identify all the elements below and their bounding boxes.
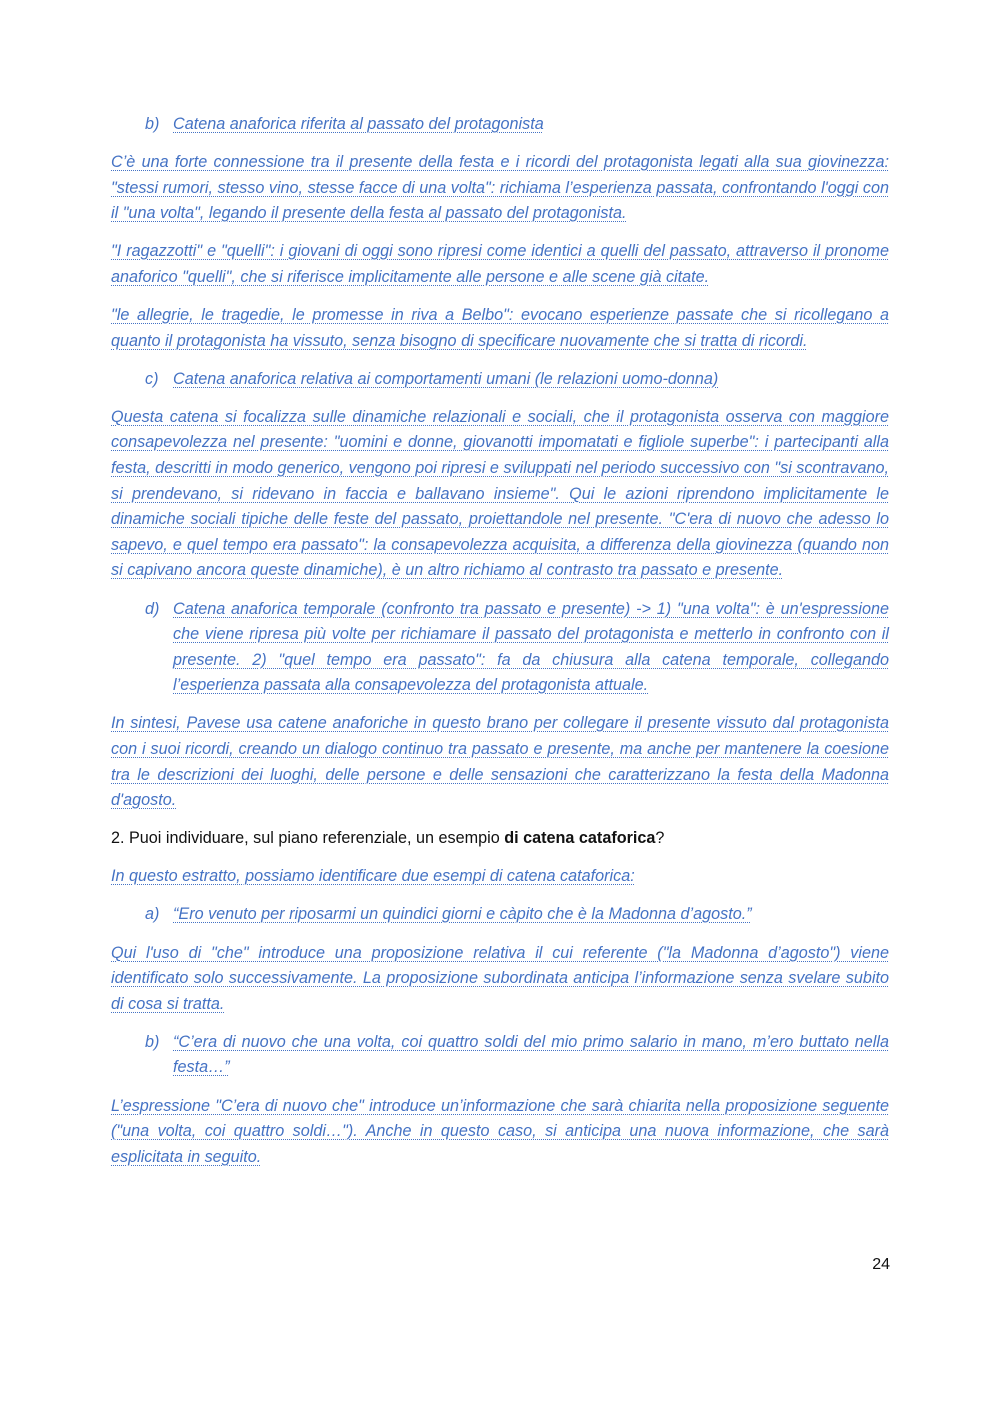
- paragraph-text: "le allegrie, le tragedie, le promesse in riva a Belbo": evocano esperienze passate che si ricollegano a quanto il protagonista ha vissuto, senza bisogno di specificare nuovamente che si tratta di ricordi.: [111, 306, 889, 350]
- paragraph-text: Questa catena si focalizza sulle dinamiche relazionali e sociali, che il protagonista osserva con maggiore consapevolezza nel presente: "uomini e donne, giovanotti impomatati e figliole superbe": i partecipanti alla festa, descritti in modo generico, vengono poi ripresi e sviluppati nel periodo successivo con "si scontravano, si prendevano, si ridevano in faccia e ballavano insieme". Qui le azioni riprendono implicitamente le dinamiche sociali tipiche delle feste del passato, proiettandole nel presente. "C'era di nuovo che adesso lo sapevo, e quel tempo era passato": la consapevolezza acquisita, a differenza della giovinezza (quando non si capivano ancora queste dinamiche), è un altro richiamo al contrasto tra passato e presente.: [111, 407, 889, 580]
- paragraph-cera-di-nuovo: [111, 1094, 889, 1171]
- paragraph-text: In questo estratto, possiamo identificare due esempi di catena cataforica:: [111, 867, 635, 886]
- question-heading: [111, 826, 889, 852]
- paragraph-text: L’espressione "C’era di nuovo che" introduce un’informazione che sarà chiarita nella proposizione seguente ("una volta, coi quattro soldi…"). Anche in questo caso, si anticipa una nuova informazione, che sarà esplicitata in seguito.: [111, 1096, 889, 1166]
- list-item-a-quote: [111, 902, 889, 928]
- paragraph-ragazzotti-quelli: [111, 239, 889, 290]
- question-text-bold: di catena cataforica: [504, 829, 656, 848]
- list-item-d-temporal-chain: [111, 597, 889, 699]
- document-page-body: [111, 112, 889, 1183]
- paragraph-che-relative: [111, 941, 889, 1018]
- paragraph-text: In sintesi, Pavese usa catene anaforiche in questo brano per collegare il presente vissuto dal protagonista con i suoi ricordi, creando un dialogo continuo tra passato e presente, ma anche per mantenere la coesione tra le descrizioni dei luoghi, delle persone e delle sensazioni che caratterizzano la festa della Madonna d'agosto.: [111, 714, 889, 810]
- list-marker: d): [145, 599, 160, 618]
- list-item-b-quote: [111, 1030, 889, 1081]
- paragraph-relational-dynamics: [111, 405, 889, 584]
- list-item-c-human-behaviour: [111, 367, 889, 393]
- paragraph-summary: [111, 711, 889, 813]
- page-number: 24: [872, 1256, 890, 1273]
- list-item-text: Catena anaforica riferita al passato del protagonista: [173, 115, 544, 133]
- list-marker: c): [145, 369, 159, 388]
- paragraph-connection-present-past: [111, 150, 889, 227]
- paragraph-text: Qui l'uso di "che" introduce una proposizione relativa il cui referente ("la Madonna d’agosto") viene identificato solo successivamente. La proposizione subordinata anticipa l’informazione senza svelare subito di cosa si tratta.: [111, 943, 889, 1013]
- list-marker: b): [145, 115, 160, 133]
- paragraph-allegrie-tragedie: [111, 303, 889, 354]
- question-text-before: 2. Puoi individuare, sul piano referenziale, un esempio: [111, 829, 505, 848]
- question-text-after: ?: [655, 829, 665, 848]
- list-item-text: Catena anaforica temporale (confronto tra passato e presente) -> 1) "una volta": è un'espressione che viene ripresa più volte per richiamare il passato del protagonista e metterlo in confronto con il presente. 2) "quel tempo era passato": fa da chiusura alla catena temporale, collegando l’esperienza passata alla consapevolezza del protagonista attuale.: [173, 599, 889, 695]
- list-item-text: “C’era di nuovo che una volta, coi quattro soldi del mio primo salario in mano, m’ero buttato nella festa…”: [173, 1032, 889, 1077]
- list-marker: a): [145, 905, 160, 924]
- list-marker: b): [145, 1032, 160, 1051]
- list-item-text: “Ero venuto per riposarmi un quindici giorni e càpito che è la Madonna d’agosto.”: [173, 905, 752, 924]
- paragraph-text: C’è una forte connessione tra il presente della festa e i ricordi del protagonista legati alla sua giovinezza: "stessi rumori, stesso vino, stesse facce di una volta": richiama l’esperienza passata, confrontando l'oggi con il "una volta", legando il presente della festa al passato del protagonista.: [111, 153, 889, 223]
- list-item-text: Catena anaforica relativa ai comportamenti umani (le relazioni uomo-donna): [173, 369, 719, 388]
- list-item-b-anaphoric-past: [111, 112, 889, 138]
- paragraph-text: "I ragazzotti" e "quelli": i giovani di oggi sono ripresi come identici a quelli del passato, attraverso il pronome anaforico "quelli", che si riferisce implicitamente alle persone e alle scene già citate.: [111, 242, 889, 286]
- paragraph-cataphoric-intro: [111, 864, 889, 890]
